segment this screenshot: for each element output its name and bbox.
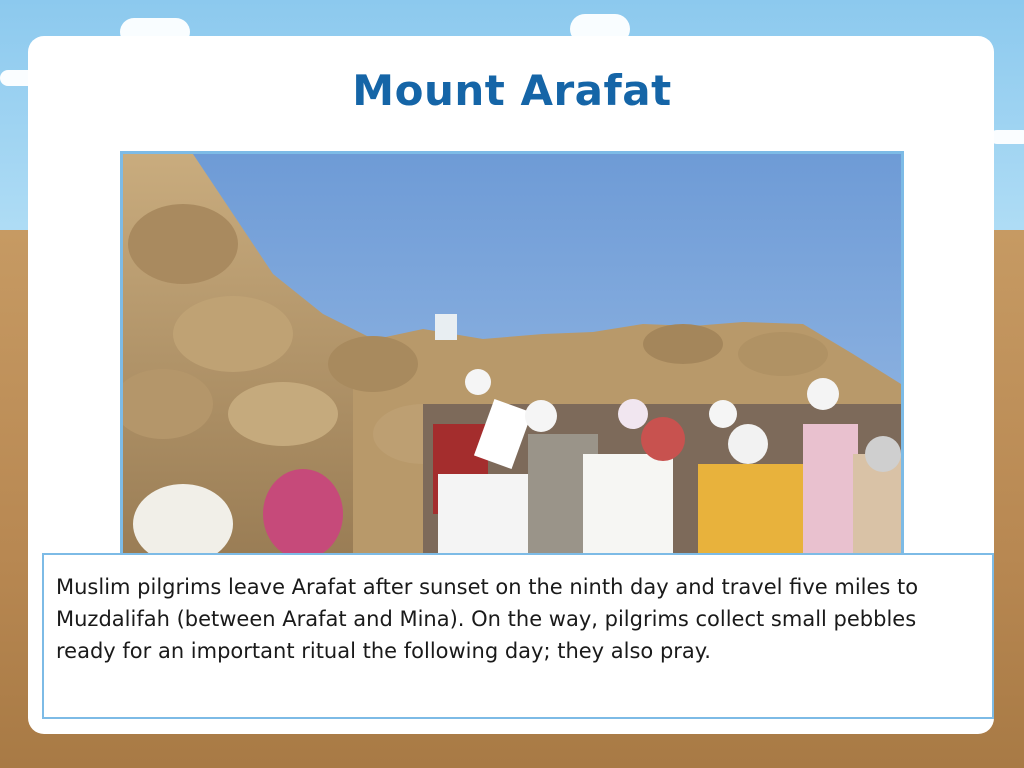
photo-pilgrim <box>803 424 858 554</box>
photo-boulder <box>738 332 828 376</box>
photo-pilgrim-head <box>709 400 737 428</box>
photo-pilgrim <box>438 474 533 554</box>
cloud-shape <box>990 130 1024 144</box>
photo-pilgrim-head <box>728 424 768 464</box>
photo-pilgrim-head <box>465 369 491 395</box>
photo-pilgrim-head <box>865 436 901 472</box>
photo-pilgrim-head <box>807 378 839 410</box>
photo-boulder <box>173 296 293 372</box>
photo-boulder <box>643 324 723 364</box>
photo-structure <box>435 314 457 340</box>
photo-pilgrim-head <box>525 400 557 432</box>
photo-pilgrim <box>698 464 808 554</box>
photo-pilgrim-head <box>618 399 648 429</box>
slide-title: Mount Arafat <box>352 66 672 115</box>
photo-boulder <box>328 336 418 392</box>
photo-boulder <box>128 204 238 284</box>
photo-boulder <box>228 382 338 446</box>
photo-pilgrim <box>583 454 673 554</box>
caption-box: Muslim pilgrims leave Arafat after sunset on the ninth day and travel five miles to Muzdalifah (between Arafat and Mina). On the way, pilgrims collect small pebbles ready for an important ritual the following day; they also pray. <box>42 553 994 719</box>
pilgrims-photo <box>120 151 904 557</box>
photo-pilgrim-head <box>641 417 685 461</box>
